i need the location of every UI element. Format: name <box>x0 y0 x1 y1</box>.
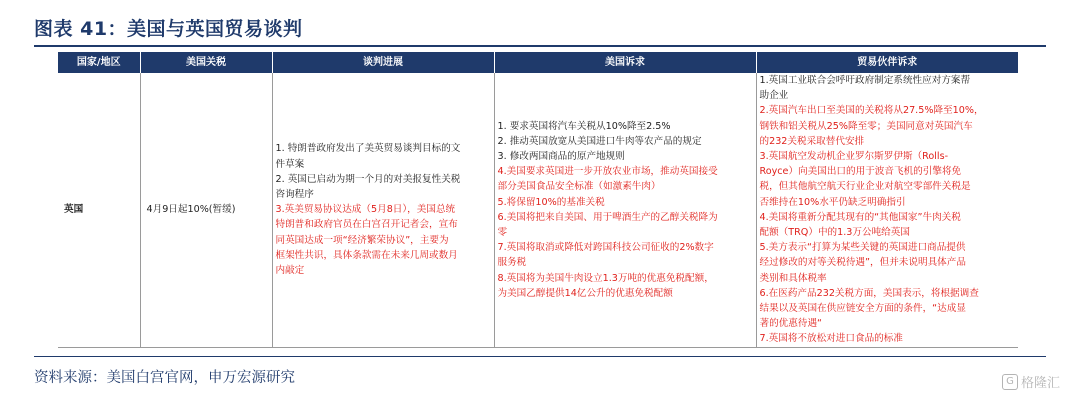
cell-line: 8.英国将为美国牛肉设立1.3万吨的优惠免税配额， <box>497 272 714 284</box>
country-cell: 英国 <box>58 73 140 347</box>
cell-line: 4.美国要求英国进一步开放农业市场，推动英国接受 <box>497 166 718 178</box>
cell-line: 同英国达成一项“经济繁荣协议”，主要为 <box>275 234 449 246</box>
cell-line: 3.英国航空发动机企业罗尔斯罗伊斯（Rolls- <box>759 151 949 163</box>
cell-line: 结果以及英国在供应链安全方面的条件，“达成显 <box>759 303 966 315</box>
tariff-cell: 4月9日起10%(暂缓) <box>140 73 272 347</box>
header-us-tariff: 美国关税 <box>140 52 272 73</box>
cell-line: 的232关税采取替代安排 <box>759 135 865 147</box>
cell-line: 5.将保留10%的基准关税 <box>497 196 605 208</box>
cell-line: 1. 要求英国将汽车关税从10%降至2.5% <box>497 120 671 132</box>
figure-title: 图表 41：美国与英国贸易谈判 <box>34 18 303 40</box>
cell-line: 2.英国汽车出口至美国的关税将从27.5%降至10%， <box>759 105 984 117</box>
cell-line: 7.英国将取消或降低对跨国科技公司征收的2%数字 <box>497 242 714 254</box>
cell-line: 2. 推动英国放宽从美国进口牛肉等农产品的规定 <box>497 135 702 147</box>
cell-line: 1.英国工业联合会呼吁政府制定系统性应对方案帮 <box>759 75 971 86</box>
progress-cell <box>272 73 494 347</box>
cell-line: 框架性共识，具体条款需在未来几周或数月 <box>275 249 458 261</box>
source-note: 资料来源：美国白宫官网，申万宏源研究 <box>34 370 295 386</box>
partner-demands-cell <box>756 73 1018 347</box>
watermark-text: 格隆汇 <box>1021 376 1061 391</box>
cell-line: 件草案 <box>275 158 305 170</box>
cell-line: 5.美方表示“打算为某些关键的英国进口商品提供 <box>759 242 966 254</box>
cell-line: 1. 特朗普政府发出了美英贸易谈判目标的文 <box>275 143 461 155</box>
watermark-logo-icon: G <box>1002 374 1018 390</box>
cell-line: 咨询程序 <box>275 189 314 201</box>
header-country: 国家/地区 <box>58 52 140 73</box>
cell-line: 4.美国将重新分配其现有的“其他国家”牛肉关税 <box>759 211 961 223</box>
cell-line: 3.英美贸易协议达成（5月8日），美国总统 <box>275 204 456 216</box>
table-header-row <box>58 52 1018 73</box>
trade-negotiation-table <box>58 52 1018 348</box>
cell-line: 内敲定 <box>275 265 305 277</box>
cell-line: 服务税 <box>497 257 527 269</box>
cell-line: 2. 英国已启动为期一个月的对美报复性关税 <box>275 173 461 185</box>
cell-line: 助企业 <box>759 90 789 102</box>
cell-line: 经过修改的对等关税待遇”，但并未说明具体产品 <box>759 257 966 269</box>
cell-line: 6.在医药产品232关税方面，美国表示，将根据调查 <box>759 287 979 299</box>
cell-line: 类别和具体税率 <box>759 272 827 284</box>
footer-divider <box>34 356 1046 357</box>
cell-line: 配额（TRQ）中的1.3万公吨给英国 <box>759 227 910 239</box>
header-progress: 谈判进展 <box>272 52 494 73</box>
cell-line: 否维持在10%水平仍缺乏明确指引 <box>759 196 906 208</box>
title-divider <box>34 45 1046 47</box>
header-us-demands: 美国诉求 <box>494 52 756 73</box>
cell-line: 7.英国将不放松对进口食品的标准 <box>759 333 903 345</box>
us-demands-cell <box>494 73 756 347</box>
table-row <box>58 73 1018 347</box>
cell-line: 为美国乙醇提供14亿公升的优惠免税配额 <box>497 287 673 299</box>
header-partner-demands: 贸易伙伴诉求 <box>756 52 1018 73</box>
cell-line: Royce）向美国出口的用于波音飞机的引擎将免 <box>759 166 962 178</box>
cell-line: 零 <box>497 227 508 239</box>
cell-line: 特朗普和政府官员在白宫召开记者会，宣布 <box>275 219 458 231</box>
cell-line: 著的优惠待遇“ <box>759 318 823 330</box>
watermark <box>1002 372 1060 391</box>
cell-line: 税，但其他航空航天行业企业对航空零部件关税是 <box>759 181 971 193</box>
cell-line: 部分美国食品安全标准（如激素牛肉） <box>497 181 661 193</box>
cell-line: 6.美国将把来自美国、用于啤酒生产的乙醇关税降为 <box>497 211 718 223</box>
cell-line: 钢铁和铝关税从25%降至零；美国同意对英国汽车 <box>759 120 973 132</box>
cell-line: 3. 修改两国商品的原产地规则 <box>497 151 625 163</box>
